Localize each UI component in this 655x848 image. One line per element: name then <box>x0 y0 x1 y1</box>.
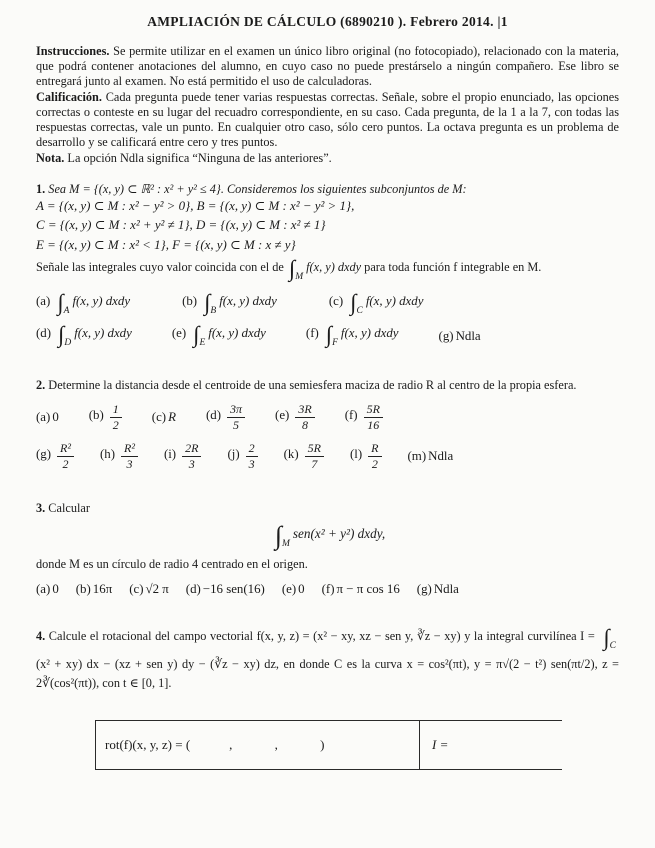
option-label: (c) <box>151 410 167 425</box>
option-label: (k) <box>283 447 299 462</box>
fraction-denominator: 16 <box>367 418 380 433</box>
q3-option-d <box>186 582 265 597</box>
option-text: 0 <box>52 582 59 597</box>
q1-options-row-1 <box>36 289 619 316</box>
option-label: (a) <box>36 293 51 308</box>
question-4 <box>36 627 619 694</box>
integrand: f(x, y) dxdy <box>208 325 266 340</box>
q1-number: 1. <box>36 181 46 196</box>
q1-option-b: (b) $\int_Bf(x$, y) dxdy <box>182 289 277 316</box>
q2-option-g <box>36 442 74 471</box>
note-text: La opción Ndla significa “Ninguna de las anteriores”. <box>64 150 332 165</box>
option-label: (j) <box>227 447 240 462</box>
page-title: AMPLIACIÓN DE CÁLCULO (6890210 ). Febrero 2014. |1 <box>147 14 508 29</box>
q2-option-j <box>227 442 257 471</box>
q3-integrand: sen(x² + y²) dxdy, <box>292 526 386 542</box>
option-text: √2 π <box>145 582 169 597</box>
integrand: f(x, y) dxdy <box>340 325 399 340</box>
option-text: 0 <box>298 582 305 597</box>
q3-option-b <box>76 582 112 597</box>
q3-option-e <box>282 582 305 597</box>
q2-option-e <box>275 403 315 432</box>
option-text: Ndla <box>428 449 454 464</box>
fraction-numerator: 2R <box>182 442 201 457</box>
fraction <box>182 442 201 471</box>
question-1 <box>36 182 619 348</box>
q1-option-e: (e) $\int_Ef(x$, y) dxdy <box>171 321 266 348</box>
option-label: (f) <box>305 325 319 340</box>
rot-answer-label: rot(f)(x, y, z) = ( , , ) <box>105 737 325 752</box>
integrand: f(x, y) dxdy <box>365 293 424 308</box>
q1-set-line-1: A = {(x, y) ⊂ M : x² − y² > 0}, B = {(x, y) ⊂ M : x² − y² > 1}, <box>36 199 355 214</box>
fraction <box>110 403 122 432</box>
option-label: (d) <box>185 582 201 597</box>
question-2 <box>36 378 619 471</box>
q3-option-a <box>36 582 59 597</box>
option-label: (d) <box>205 408 222 423</box>
integral-subscript: M <box>281 539 290 550</box>
q1-option-f: (f) $\int_Ff(x$, y) dxdy <box>305 321 399 348</box>
option-label: (g) <box>416 582 432 597</box>
q3-display-integral: $\int_Msen(x^2 + y^2)$ dxdy, <box>274 521 386 551</box>
q1-intro-text: Sea M = {(x, y) ⊂ ℝ² : x² + y² ≤ 4}. Consideremos los siguientes subconjuntos de M: <box>45 181 467 196</box>
fraction-numerator: R² <box>121 442 138 457</box>
option-text: 0 <box>52 410 59 425</box>
question-3 <box>36 501 619 597</box>
q4-number: 4. <box>36 629 46 644</box>
answer-box <box>95 720 562 770</box>
integral-subscript: C <box>609 641 616 652</box>
q2-number: 2. <box>36 377 46 392</box>
fraction <box>246 442 258 471</box>
option-label: (c) <box>328 293 344 308</box>
option-text: −16 sen(16) <box>202 582 265 597</box>
q2-option-d <box>206 403 245 432</box>
q2-option-c <box>152 410 176 425</box>
integrand: f(x, y) dxdy <box>72 293 131 308</box>
fraction <box>305 442 324 471</box>
q2-option-m <box>408 449 454 464</box>
q1-options-row-2 <box>36 321 619 348</box>
fraction-numerator: 5R <box>364 403 383 418</box>
q2-options-row-1 <box>36 403 619 432</box>
q2-option-k <box>284 442 324 471</box>
fraction-numerator: 3R <box>295 403 314 418</box>
integral-subscript: A <box>63 305 70 316</box>
fraction <box>295 403 314 432</box>
q2-option-l <box>350 442 382 471</box>
q1-set-line-2: C = {(x, y) ⊂ M : x² + y² ≠ 1}, D = {(x, y) ⊂ M : x² ≠ 1} <box>36 218 326 233</box>
option-label: (e) <box>281 582 297 597</box>
option-text: π − π cos 16 <box>336 582 400 597</box>
integral-answer-label: I = <box>432 737 449 752</box>
q2-option-b <box>89 403 122 432</box>
fraction-denominator: 8 <box>302 418 309 433</box>
note-label: Nota. <box>36 150 65 165</box>
integral-subscript: E <box>199 337 206 348</box>
fraction-numerator: R <box>368 442 381 457</box>
q4-text: 4. Calcule el rotacional del campo vectorial f(x, y, z) = (x² − xy, xz − sen y, ∛z − xy) y la integral curvilínea $I = \int_C$ (x² + xy) dx − (xz + sen y) dy − (∛z − xy) dz, en donde C es la curva x = cos²(πt), y = π√(2 − t²) sen(πt/2), z = 2∛(cos²(πt)), con t ∈ [0, 1]. <box>36 625 619 691</box>
q4-statement-part-2: (x² + xy) dx − (xz + sen y) dy − (∛z − xy) dz, en donde C es la curva x = cos²(πt), y = π√(2 − t²) sen(πt/2), z = 2∛(cos²(πt)), con t ∈ [0, 1]. <box>36 656 619 691</box>
option-label: (a) <box>36 582 51 597</box>
option-label: (d) <box>36 325 52 340</box>
option-label: (b) <box>88 408 104 423</box>
q1-option-c: (c) $\int_Cf(x$, y) dxdy <box>328 289 424 316</box>
option-label: (f) <box>321 582 335 597</box>
option-label: (e) <box>275 408 290 423</box>
integral-subscript: M <box>295 272 304 283</box>
grading-paragraph <box>36 90 619 151</box>
option-label: (e) <box>171 325 187 340</box>
q3-option-g <box>417 582 459 597</box>
q2-text <box>36 378 619 393</box>
option-label: (b) <box>75 582 91 597</box>
option-label: (l) <box>350 447 363 462</box>
q1-option-d: (d) $\int_Df(x$, y) dxdy <box>36 321 132 348</box>
q1-prompt-integrand: f(x, y) dxdy <box>306 260 362 275</box>
fraction-numerator: 5R <box>305 442 324 457</box>
q2-statement: Determine la distancia desde el centroide de una semiesfera maciza de radio R al centro de la propia esfera. <box>45 377 577 392</box>
q2-option-i <box>164 442 202 471</box>
instructions-paragraph <box>36 44 619 90</box>
grading-text: Cada pregunta puede tener varias respuestas correctas. Señale, sobre el propio enunciado, las opciones correctas o conteste en su lugar del recuadro correspondiente, en su caso. Cada pregunta, de la 1 a la 7, con todas las respuestas correctas, vale un punto. En cualquier otro caso, sólo cero puntos. La octava pregunta es un problema de desarrollo y se calificará entre cero y tres puntos. <box>36 89 619 150</box>
q2-options-row-2 <box>36 442 619 471</box>
q1-prompt-before: Señale las integrales cuyo valor coincida con el de <box>36 260 284 275</box>
fraction <box>227 403 245 432</box>
rot-answer-cell <box>96 721 419 769</box>
option-text: R <box>168 410 176 425</box>
option-label: (a) <box>36 410 51 425</box>
q3-number: 3. <box>36 501 46 515</box>
fraction-numerator: 3π <box>227 403 245 418</box>
fraction-denominator: 3 <box>188 457 195 472</box>
fraction <box>121 442 138 471</box>
q3-statement: Calcular <box>45 501 90 515</box>
fraction-numerator: R² <box>57 442 74 457</box>
q3-option-f <box>322 582 400 597</box>
option-label: (g) <box>36 447 52 462</box>
fraction-denominator: 2 <box>371 457 378 472</box>
q2-option-a <box>36 410 59 425</box>
option-label: (i) <box>163 447 177 462</box>
q1-prompt-after: para toda función f integrable en M. <box>364 260 542 275</box>
integrand: f(x, y) dxdy <box>74 325 132 340</box>
option-text: 16π <box>92 582 113 597</box>
q1-set-line-3: E = {(x, y) ⊂ M : x² < 1}, F = {(x, y) ⊂ M : x ≠ y} <box>36 237 296 252</box>
option-label: (g) <box>438 329 454 344</box>
integral-subscript: F <box>332 337 338 348</box>
instructions-text: Se permite utilizar en el examen un único libro original (no fotocopiado), relacionado con la materia, que podrá contener anotaciones del alumno, en cuyo caso no puede prestárselo a ningún compañero. Ese libro se entregará junto al examen. No está permitido el uso de calculadoras. <box>36 44 619 89</box>
preamble <box>36 44 619 166</box>
integral-answer-cell <box>419 721 562 769</box>
option-text: Ndla <box>455 329 481 344</box>
fraction-denominator: 3 <box>248 457 255 472</box>
q3-text <box>36 501 619 516</box>
fraction-denominator: 2 <box>62 457 69 472</box>
fraction-denominator: 5 <box>233 418 240 433</box>
q2-option-f <box>345 403 383 432</box>
q3-option-c <box>129 582 169 597</box>
q1-option-g <box>439 329 481 344</box>
fraction-denominator: 2 <box>112 418 119 433</box>
option-label: (c) <box>129 582 144 597</box>
fraction <box>364 403 383 432</box>
option-label: (f) <box>344 408 358 423</box>
q3-after-text: donde M es un círculo de radio 4 centrado en el origen. <box>36 557 308 572</box>
integrand: f(x, y) dxdy <box>219 293 277 308</box>
option-label: (b) <box>182 293 198 308</box>
fraction-numerator: 1 <box>110 403 122 418</box>
integral-subscript: D <box>64 337 72 348</box>
fraction <box>57 442 74 471</box>
q1-intro <box>36 182 619 197</box>
fraction <box>368 442 381 471</box>
q1-prompt: Señale las integrales cuyo valor coincida con el de $\int_Mf(x$, y) dxdy para toda función f integrable en M. <box>36 256 542 283</box>
instructions-label: Instrucciones. <box>36 44 110 58</box>
option-label: (h) <box>99 447 115 462</box>
q1-option-a: (a) $\int_Af(x$, y) dxdy <box>36 289 131 316</box>
fraction-numerator: 2 <box>246 442 258 457</box>
fraction-denominator: 7 <box>311 457 318 472</box>
integral-subscript: C <box>356 305 363 316</box>
q3-options-row <box>36 582 619 597</box>
integral-subscript: B <box>210 305 217 316</box>
q4-statement-part-1: Calcule el rotacional del campo vectorial f(x, y, z) = (x² − xy, xz − sen y, ∛z − xy) y la integral curvilínea I = <box>45 629 599 644</box>
fraction-denominator: 3 <box>126 457 133 472</box>
grading-label: Calificación. <box>36 89 102 104</box>
option-label: (m) <box>407 449 427 464</box>
q2-option-h <box>100 442 138 471</box>
note-paragraph <box>36 151 619 166</box>
option-text: Ndla <box>433 582 459 597</box>
